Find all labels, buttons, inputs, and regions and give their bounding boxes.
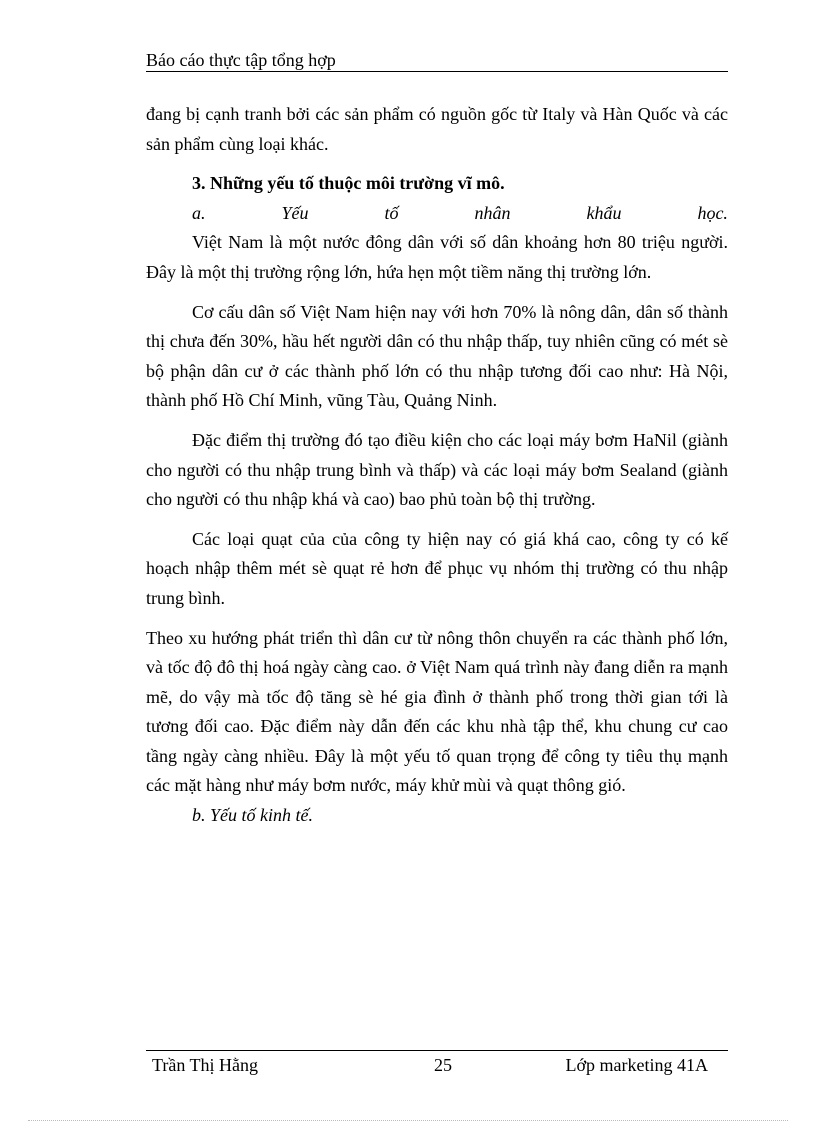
subsection-a-word: a. [192, 202, 206, 223]
page-break-line [28, 1120, 788, 1121]
footer-class: Lớp marketing 41A [565, 1055, 708, 1075]
paragraph-5: Các loại quạt của của công ty hiện nay có giá khá cao, công ty có kế hoạch nhập thêm mét sè quạt rẻ hơn để phục vụ nhóm thị trường có thu nhập trung bình. [146, 528, 728, 608]
subsection-b-heading: b. Yếu tố kinh tế. [192, 805, 313, 826]
paragraph-1: đang bị cạnh tranh bởi các sản phẩm có nguồn gốc từ Italy và Hàn Quốc và các sản phẩm cùng loại khác. [146, 104, 728, 154]
section-heading: 3. Những yếu tố thuộc môi trường vĩ mô. [192, 173, 505, 194]
page-header [146, 48, 728, 72]
footer-divider [146, 1050, 728, 1051]
subsection-a-word: khẩu [586, 202, 622, 223]
subsection-a-heading [146, 199, 728, 229]
page-body [146, 100, 728, 831]
paragraph-6: Theo xu hướng phát triển thì dân cư từ nông thôn chuyển ra các thành phố lớn, và tốc độ đô thị hoá ngày càng cao. ở Việt Nam quá trình này đang diễn ra mạnh mẽ, do vậy mà tốc độ tăng sè hé gia đình ở thành phố trong thời gian tới là tương đối cao. Đặc điểm này dẫn đến các khu nhà tập thể, khu chung cư cao tầng ngày càng nhiều. Đây là một yếu tố quan trọng để công ty tiêu thụ mạnh các mặt hàng như máy bơm nước, máy khử mùi và quạt thông gió. [146, 627, 728, 796]
subsection-a-word: nhân [474, 202, 511, 223]
page-footer [146, 1052, 728, 1078]
header-divider [146, 71, 728, 72]
paragraph-2: Việt Nam là một nước đông dân với số dân khoảng hơn 80 triệu người. Đây là một thị trường rộng lớn, hứa hẹn một tiềm năng thị trường lớn. [146, 232, 728, 282]
footer-author: Trần Thị Hằng [152, 1055, 259, 1075]
subsection-a-word: tố [384, 202, 399, 223]
paragraph-4: Đặc điểm thị trường đó tạo điều kiện cho các loại máy bơm HaNil (giành cho người có thu nhập trung bình và thấp) và các loại máy bơm Sealand (giành cho người có thu nhập khá và cao) bao phủ toàn bộ thị trường. [146, 429, 728, 510]
subsection-a-word: Yếu [281, 202, 309, 223]
subsection-a-word: học. [697, 202, 728, 223]
header-title: Báo cáo thực tập tổng hợp [146, 50, 336, 70]
paragraph-3: Cơ cấu dân số Việt Nam hiện nay với hơn 70% là nông dân, dân số thành thị chưa đến 30%, hầu hết người dân có thu nhập thấp, tuy nhiên cũng có mét sè bộ phận dân cư ở các thành phố lớn có thu nhập tương đối cao như: Hà Nội, thành phố Hồ Chí Minh, vũng Tàu, Quảng Ninh. [146, 301, 728, 411]
page-number: 25 [434, 1055, 452, 1075]
